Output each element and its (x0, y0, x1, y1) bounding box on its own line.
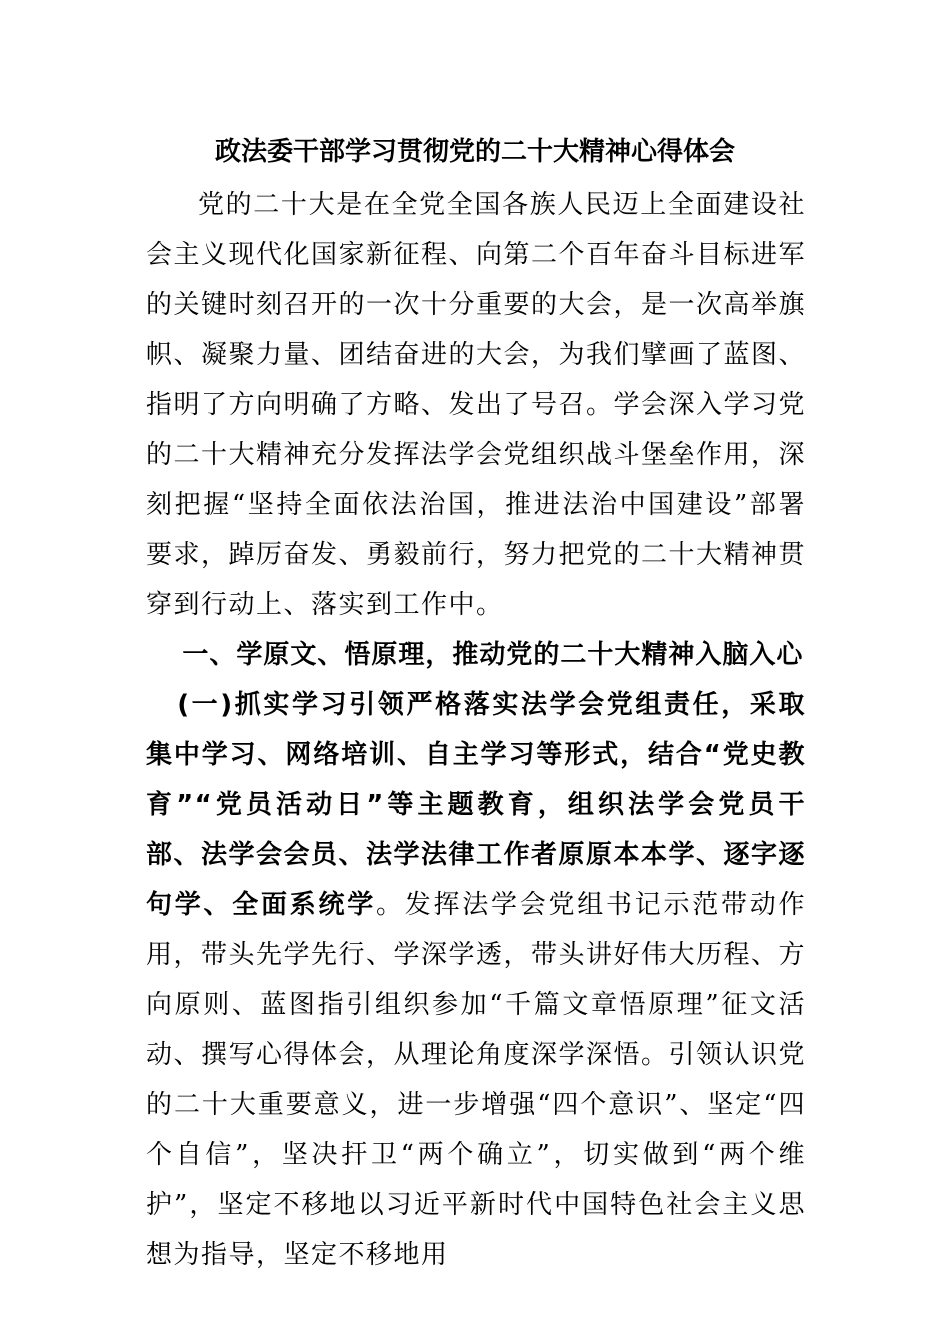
document-title: 政法委干部学习贯彻党的二十大精神心得体会 (214, 137, 735, 167)
intro-paragraph: 党的二十大是在全党全国各族人民迈上全面建设社会主义现代化国家新征程、向第二个百年奋斗目标进军的关键时刻召开的一次十分重要的大会，是一次高举旗帜、凝聚力量、团结奋进的大会，为我们擘画了蓝图、指明了方向明确了方略、发出了号召。学会深入学习党的二十大精神充分发挥法学会党组织战斗堡垒作用，深刻把握“坚持全面依法治国，推进法治中国建设”部署要求，踔厉奋发、勇毅前行，努力把党的二十大精神贯穿到行动上、落实到工作中。 (146, 190, 807, 620)
subsection-body: 。发挥法学会党组书记示范带动作用，带头先学先行、学深学透，带头讲好伟大历程、方向原则、蓝图指引组织参加“千篇文章悟原理”征文活动、撰写心得体会，从理论角度深学深悟。引领认识党的二十大重要意义，进一步增强“四个意识”、坚定“四个自信”，坚决扞卫“两个确立”，切实做到“两个维护”，坚定不移地以习近平新时代中国特色社会主义思想为指导，坚定不移地用 (146, 890, 807, 1270)
subsection-lead: (一)抓实学习引领严格落实法学会党组责任，采取集中学习、网络培训、自主学习等形式，结合“党史教育”“党员活动日”等主题教育，组织法学会党员干部、法学会会员、法学法律工作者原原本本学、逐字逐句学、全面系统学 (146, 690, 807, 920)
document-body (146, 180, 806, 1280)
subsection-paragraph (146, 680, 806, 1280)
section-heading: 一、学原文、悟原理，推动党的二十大精神入脑入心 (182, 640, 804, 670)
